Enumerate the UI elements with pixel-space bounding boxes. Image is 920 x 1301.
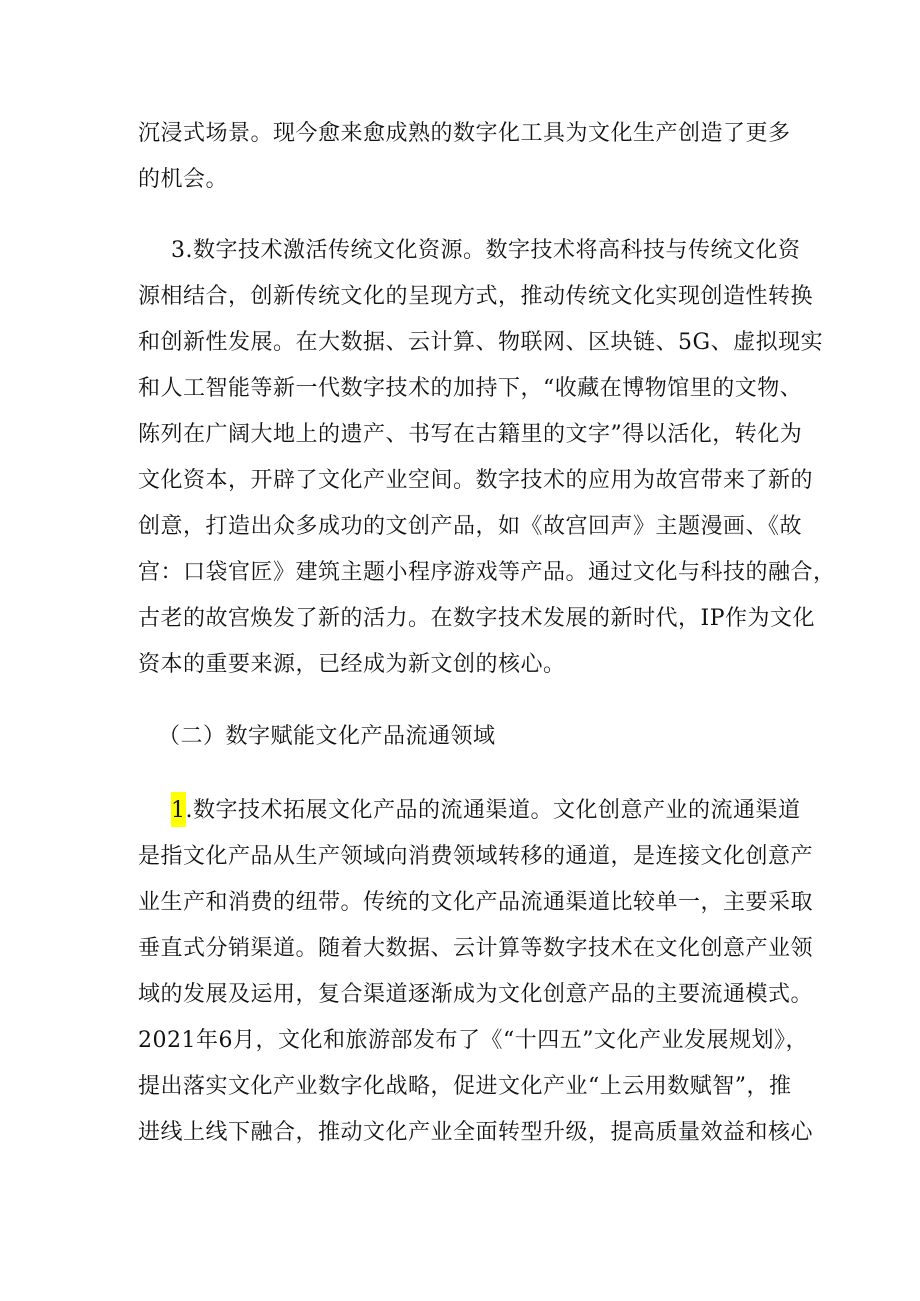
paragraph-line: 业生产和消费的纽带。传统的文化产品流通渠道比较单一，主要采取	[138, 890, 814, 915]
paragraph-line	[171, 791, 801, 831]
paragraph-line: 2021年6月，文化和旅游部发布了《“十四五”文化产业发展规划》，	[138, 1028, 808, 1053]
paragraph-line: 陈列在广阔大地上的遗产、书写在古籍里的文字”得以活化，转化为	[138, 422, 803, 447]
paragraph-line: 创意，打造出众多成功的文创产品，如《故宫回声》主题漫画、《故	[138, 514, 803, 539]
paragraph-line-text: .数字技术拓展文化产品的流通渠道。文化创意产业的流通渠道	[185, 798, 801, 823]
section-heading: （二）数字赋能文化产品流通领域	[158, 724, 496, 749]
paragraph-line: 古老的故宫焕发了新的活力。在数字技术发展的新时代，IP作为文化	[138, 606, 815, 631]
paragraph-line: 的机会。	[138, 167, 229, 192]
paragraph-line: 是指文化产品从生产领域向消费领域转移的通道，是连接文化创意产	[138, 844, 814, 869]
paragraph-line: 和人工智能等新一代数字技术的加持下，“收藏在博物馆里的文物、	[138, 376, 803, 401]
paragraph-line: 沉浸式场景。现今愈来愈成熟的数字化工具为文化生产创造了更多	[138, 121, 791, 146]
paragraph-line: 进线上线下融合，推动文化产业全面转型升级，提高质量效益和核心	[138, 1120, 814, 1145]
paragraph-line: 和创新性发展。在大数据、云计算、物联网、区块链、5G、虚拟现实	[138, 330, 824, 355]
paragraph-line: 垂直式分销渠道。随着大数据、云计算等数字技术在文化创意产业领	[138, 936, 814, 961]
paragraph-line: 域的发展及运用，复合渠道逐渐成为文化创意产品的主要流通模式。	[138, 982, 814, 1007]
paragraph-line: 提出落实文化产业数字化战略，促进文化产业“上云用数赋智”，推	[138, 1074, 792, 1099]
paragraph-line: 文化资本，开辟了文化产业空间。数字技术的应用为故宫带来了新的	[138, 468, 814, 493]
paragraph-line: 3.数字技术激活传统文化资源。数字技术将高科技与传统文化资	[171, 238, 801, 263]
paragraph-line: 资本的重要来源，已经成为新文创的核心。	[138, 652, 566, 677]
paragraph-line: 宫：口袋官匠》建筑主题小程序游戏等产品。通过文化与科技的融合，	[138, 560, 836, 585]
highlighted-marker: 1	[171, 792, 186, 827]
paragraph-line: 源相结合，创新传统文化的呈现方式，推动传统文化实现创造性转换	[138, 284, 814, 309]
